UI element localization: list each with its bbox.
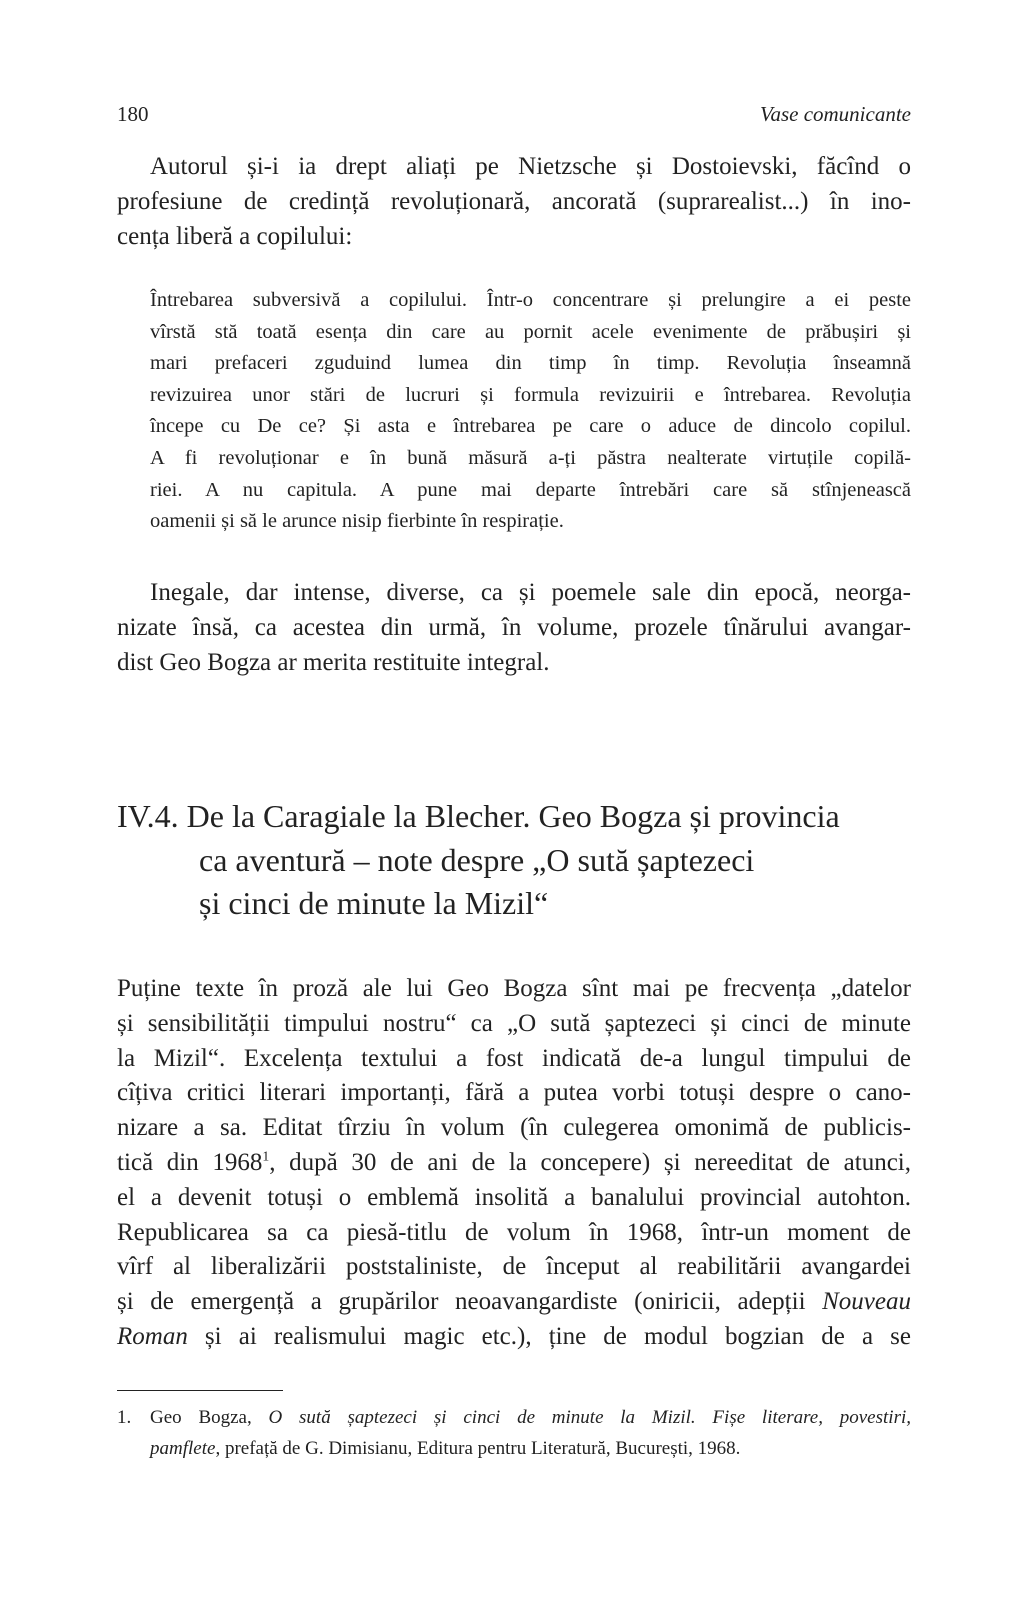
text-fragment: , după 30 de ani de la concepere) și nereeditat de atunci, <box>269 1148 912 1176</box>
paragraph-body <box>117 972 911 1355</box>
footnote-divider <box>117 1390 283 1391</box>
footnote-details: , prefață de G. Dimisianu, Editura pentru Literatură, București, 1968. <box>215 1438 741 1459</box>
text-line: nizare a sa. Editat tîrziu în volum (în culegerea omonimă de publicis- <box>117 1114 911 1142</box>
heading-line: ca aventură – note despre „O sută șaptezeci <box>199 841 755 878</box>
text-line: cîțiva critici literari importanți, fără a putea vorbi totuși despre o cano- <box>117 1079 911 1107</box>
footnote-line <box>150 1402 911 1433</box>
footnote <box>117 1402 911 1464</box>
quote-line: riei. A nu capitula. A pune mai departe întrebări care să stînjenească <box>150 478 911 501</box>
quote-line: vîrstă stă toată esența din care au pornit acele evenimente de prăbușiri și <box>150 320 911 343</box>
quote-line: mari prefaceri zguduind lumea din timp în timp. Revoluția înseamnă <box>150 352 911 375</box>
heading-text: De la Caragiale la Blecher. Geo Bogza și provincia <box>186 798 840 834</box>
footnote-author: Geo Bogza, <box>150 1407 269 1428</box>
text-line: profesiune de credință revoluționară, ancorată (suprarealist...) în ino- <box>117 187 911 215</box>
text-line: și sensibilității timpului nostru“ ca „O sută șaptezeci și cinci de minute <box>117 1009 911 1037</box>
text-line: el a devenit totuși o emblemă insolită a banalului provincial autohton. <box>117 1183 911 1211</box>
text-fragment: și de emergență a grupărilor neoavangardiste (oniricii, adepții <box>117 1288 823 1316</box>
heading-line: și cinci de minute la Mizil“ <box>199 885 549 921</box>
block-quote <box>150 285 911 538</box>
footnote-title: O sută șaptezeci și cinci de minute la Mizil. Fișe literare, povestiri, <box>268 1407 911 1428</box>
section-heading <box>117 795 911 926</box>
text-fragment: și ai realismului magic etc.), ține de modul bogzian de a se <box>187 1322 911 1350</box>
section-number: IV.4. <box>117 798 179 834</box>
text-fragment: tică din 1968 <box>117 1148 263 1176</box>
paragraph-conclusion <box>117 576 911 680</box>
text-line: dist Geo Bogza ar merita restituite integral. <box>117 648 550 676</box>
footnote-ref: 1 <box>262 1148 270 1164</box>
text-line: Republicarea sa ca piesă-titlu de volum în 1968, într-un moment de <box>117 1218 911 1246</box>
footnote-title-cont: pamflete <box>150 1438 216 1459</box>
italic-title: Roman <box>117 1322 188 1350</box>
quote-line: începe cu De ce? Și asta e întrebarea pe care o aduce de dincolo copilul. <box>150 415 911 438</box>
page-number: 180 <box>117 102 149 126</box>
text-line: nizate însă, ca acestea din urmă, în volume, prozele tînărului avangar- <box>117 613 911 641</box>
paragraph-intro <box>117 150 911 254</box>
text-line: Inegale, dar intense, diverse, ca și poemele sale din epocă, neorga- <box>150 579 911 606</box>
text-line: Puține texte în proză ale lui Geo Bogza sînt mai pe frecvența „datelor <box>117 975 911 1002</box>
text-line: cența liberă a copilului: <box>117 222 353 250</box>
text-line <box>117 1285 911 1320</box>
text-line: Autorul și-i ia drept aliați pe Nietzsche și Dostoievski, făcînd o <box>150 153 911 180</box>
footnote-number: 1. <box>117 1407 132 1428</box>
quote-line: revizuirea unor stări de lucruri și formula revizuirii e întrebarea. Revoluția <box>150 383 911 406</box>
heading-line <box>117 795 911 839</box>
footnote-line <box>150 1433 911 1464</box>
text-line: la Mizil“. Excelența textului a fost indicată de-a lungul timpului de <box>117 1044 911 1072</box>
text-line <box>117 1146 911 1181</box>
quote-line: oamenii și să le arunce nisip fierbinte în respirație. <box>150 510 564 533</box>
italic-title: Nouveau <box>822 1288 911 1316</box>
quote-line: Întrebarea subversivă a copilului. Într-o concentrare și prelungire a ei peste <box>150 289 911 311</box>
text-line: vîrf al liberalizării poststaliniste, de început al reabilitării avangardei <box>117 1253 911 1281</box>
text-line <box>117 1320 911 1355</box>
quote-line: A fi revoluționar e în bună măsură a-ți păstra nealterate virtuțile copilă- <box>150 446 911 469</box>
running-title: Vase comunicante <box>759 102 911 126</box>
